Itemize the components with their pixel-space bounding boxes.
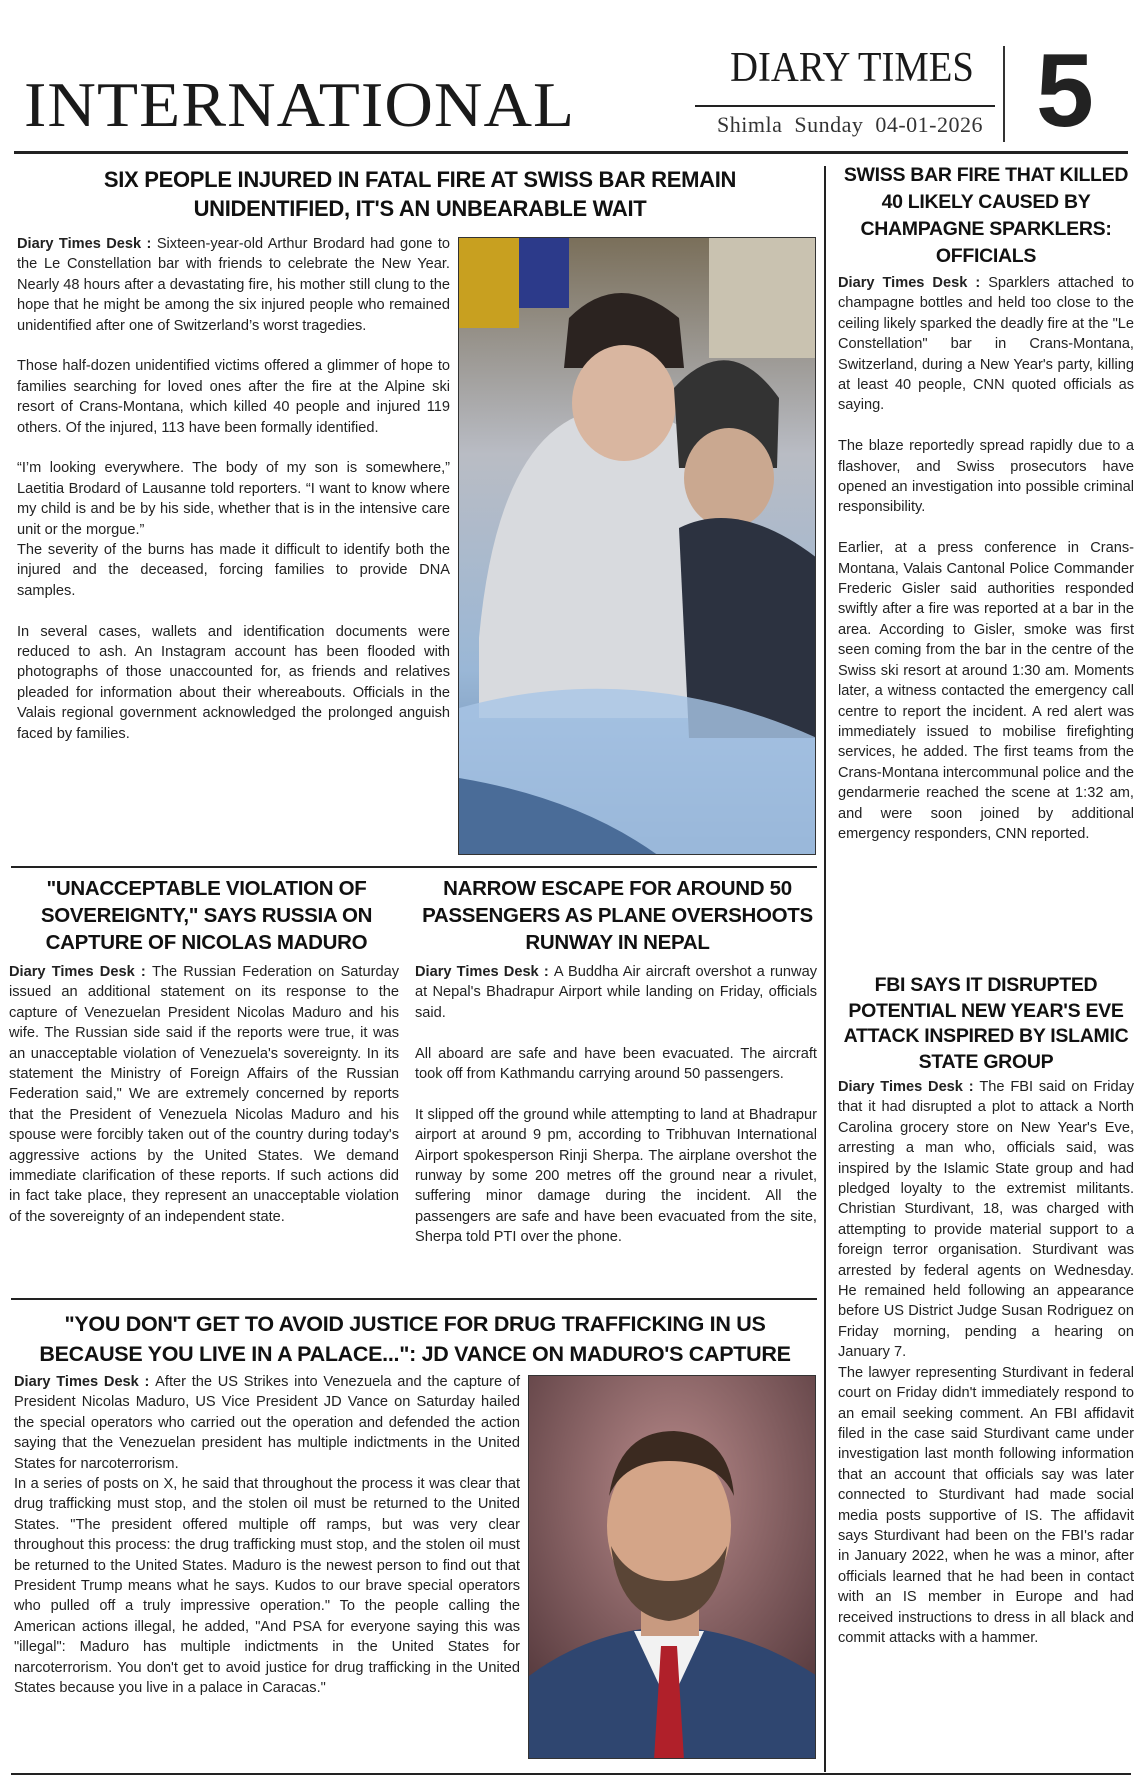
paragraph: In a series of posts on X, he said that throughout the process it was clear that drug trafficking must stop, and the stolen oil must be returned to the United States. "The president offered multiple off ramps, but was very clear throughout this process: the drug trafficking must stop, and the stolen oil must be returned to the United States. Maduro is the newest person to find out that President Trump means what he says. Kudos to our brave special operators who pulled off a truly impressive operation." To the people calling the American actions illegal, he added, "And PSA for everyone saying this was "illegal": Maduro has multiple indictments in the United States for narcoterrorism. You don't get to avoid justice for drug trafficking in the United States because you live in a palace in Caracas." bbox=[14, 1476, 520, 1697]
fire-mourners-photo bbox=[458, 237, 816, 855]
byline: Diary Times Desk : bbox=[17, 236, 157, 252]
section-title: INTERNATIONAL bbox=[24, 69, 576, 140]
masthead-vertical-divider bbox=[1003, 46, 1005, 142]
sparklers-headline: SWISS BAR FIRE THAT KILLED 40 LIKELY CAUSED BY CHAMPAGNE SPARKLERS: OFFICIALS bbox=[843, 164, 1129, 267]
paragraph: “I’m looking everywhere. The body of my son is somewhere,” Laetitia Brodard of Lausanne told reporters. “I want to know where my child is and be by his side, whether that is in the intensive care unit or the morgue.” bbox=[17, 460, 450, 538]
column-divider bbox=[824, 166, 826, 1772]
vance-body bbox=[14, 1372, 520, 1719]
paragraph: Sixteen-year-old Arthur Brodard had gone to the Le Constellation bar with friends to celebrate the New Year. Nearly 48 hours after a devastating fire, his mother still clung to the hope that he might be among the six injured people who remained unidentified after one of Switzerland’s worst tragedies. bbox=[17, 236, 450, 334]
russia-body bbox=[9, 962, 399, 1248]
footer-rule bbox=[11, 1773, 1131, 1775]
sparklers-body bbox=[838, 273, 1134, 844]
jd-vance-photo bbox=[528, 1375, 816, 1759]
swiss-main-headline: SIX PEOPLE INJURED IN FATAL FIRE AT SWISS BAR REMAIN UNIDENTIFIED, IT'S AN UNBEARABLE WAIT bbox=[103, 167, 737, 221]
byline: Diary Times Desk : bbox=[838, 1079, 980, 1095]
byline: Diary Times Desk : bbox=[9, 964, 152, 980]
paragraph: The lawyer representing Sturdivant in federal court on Friday didn't immediately respond to an email seeking comment. An FBI affidavit filed in the case said Sturdivant came under investigation last month following information that an account that officials say was later connected to Sturdivant had made social media posts supportive of IS. The affidavit says Sturdivant had been on the FBI's radar in January 2022, when he was a minor, after officials learned that he had been in contact with an IS member in Europe and had received instructions to dress in all black and commit attacks with a hammer. bbox=[838, 1364, 1134, 1646]
swiss-main-body bbox=[17, 234, 450, 765]
dateline bbox=[705, 112, 995, 138]
nepal-body bbox=[415, 962, 817, 1268]
vance-headline: "YOU DON'T GET TO AVOID JUSTICE FOR DRUG TRAFFICKING IN US BECAUSE YOU LIVE IN A PALACE...": JD VANCE ON MADURO'S CAPTURE bbox=[39, 1312, 791, 1366]
paragraph: The FBI said on Friday that it had disrupted a plot to attack a North Carolina grocery store on New Year's Eve, arresting a man who, officials said, was inspired by the Islamic State group and had pledged loyalty to the extremist militants. Christian Sturdivant, 18, was charged with attempting to provide material support to a foreign terror organisation. Sturdivant was arrested by federal agents on Wednesday. He remained held following an appearance before US District Judge Susan Rodriguez on Friday morning, pending a hearing on January 7. bbox=[838, 1079, 1135, 1361]
dateline-city: Shimla bbox=[717, 112, 783, 137]
paragraph: Those half-dozen unidentified victims offered a glimmer of hope to families searching for loved ones after the fire at the Alpine ski resort of Crans-Montana, which killed 40 people and injured 119 others. Of the injured, 113 have been formally identified. bbox=[17, 358, 450, 436]
paragraph: Sparklers attached to champagne bottles and held too close to the ceiling likely sparked the deadly fire at the "Le Constellation" bar in Crans-Montana, Switzerland, during a New Year's party, killing at least 40 people, CNN quoted officials as saying. bbox=[838, 275, 1134, 414]
dateline-day: Sunday bbox=[794, 112, 864, 137]
paragraph: The Russian Federation on Saturday issued an additional statement on its response to the capture of Venezuelan President Nicolas Maduro and his wife. The Russian side said if the reports were true, it was an unacceptable violation of Venezuela's sovereignty. In its statement the Ministry of Foreign Affairs of the Russian Federation said," We are extremely concerned by reports that the President of Venezuela Nicolas Maduro and his spouse were forcibly taken out of the country during today's aggressive actions by the United States. We demand immediate clarification of these reports. If such actions did in fact take place, they represent an unacceptable violation of the sovereignty of an independent state. bbox=[9, 964, 399, 1225]
header-rule bbox=[14, 151, 1128, 154]
section-rule bbox=[11, 866, 817, 868]
masthead-divider bbox=[695, 105, 995, 107]
fbi-body bbox=[838, 1077, 1134, 1648]
dateline-date: 04-01-2026 bbox=[875, 112, 983, 137]
page-number: 5 bbox=[1036, 33, 1094, 149]
section-rule bbox=[11, 1298, 817, 1300]
paragraph: It slipped off the ground while attempting to land at Bhadrapur airport at around 9 pm, according to Tribhuvan International Airport spokesperson Rinji Sherpa. The airplane overshot the runway by some 200 metres off the ground near a rivulet, suffering minor damage during the incident. All the passengers are safe and have been evacuated from the site, Sherpa told PTI over the phone. bbox=[415, 1106, 817, 1246]
russia-headline: "UNACCEPTABLE VIOLATION OF SOVEREIGNTY," SAYS RUSSIA ON CAPTURE OF NICOLAS MADURO bbox=[40, 877, 373, 954]
paragraph: The blaze reportedly spread rapidly due to a flashover, and Swiss prosecutors have opened an investigation into possible criminal responsibility. bbox=[838, 438, 1134, 516]
paragraph: Earlier, at a press conference in Crans-Montana, Valais Cantonal Police Commander Frederic Gisler said authorities responded swiftly after a fire was reported at a bar in the area. According to Gisler, smoke was first seen coming from the bar in the centre of the Swiss ski resort at around 1:30 am. Moments later, a witness contacted the emergency call centre to report the incident. A red alert was immediately issued to mobilise firefighting services, he added. The first teams from the Crans-Montana intercommunal police and the gendarmerie reached the scene at 1:32 am, and were soon joined by additional emergency responders, CNN reported. bbox=[838, 540, 1134, 842]
paragraph: The severity of the burns has made it difficult to identify both the injured and the deceased, forcing families to provide DNA samples. bbox=[17, 542, 450, 599]
paragraph: All aboard are safe and have been evacuated. The aircraft took off from Kathmandu carrying around 50 passengers. bbox=[415, 1045, 817, 1083]
paragraph: In several cases, wallets and identification documents were reduced to ash. An Instagram account has been flooded with photographs of those unaccounted for, as friends and relatives pleaded for information about their whereabouts. Officials in the Valais regional government acknowledged the prolonged anguish faced by families. bbox=[17, 623, 450, 742]
byline: Diary Times Desk : bbox=[14, 1374, 156, 1390]
paragraph: After the US Strikes into Venezuela and the capture of President Nicolas Maduro, US Vice President JD Vance on Saturday hailed the special operators who carried out the operation and defended the action saying that the Venezuelan president has multiple indictments in the United States for narcoterrorism. bbox=[14, 1374, 521, 1472]
paragraph: A Buddha Air aircraft overshot a runway at Nepal's Bhadrapur Airport while landing on Friday, officials said. bbox=[415, 964, 818, 1021]
fbi-headline: FBI SAYS IT DISRUPTED POTENTIAL NEW YEAR'S EVE ATTACK INSPIRED BY ISLAMIC STATE GROUP bbox=[843, 974, 1129, 1073]
byline: Diary Times Desk : bbox=[415, 964, 554, 980]
newspaper-name: DIARY TIMES bbox=[730, 45, 974, 91]
byline: Diary Times Desk : bbox=[838, 275, 989, 291]
nepal-headline: NARROW ESCAPE FOR AROUND 50 PASSENGERS AS PLANE OVERSHOOTS RUNWAY IN NEPAL bbox=[422, 877, 813, 954]
